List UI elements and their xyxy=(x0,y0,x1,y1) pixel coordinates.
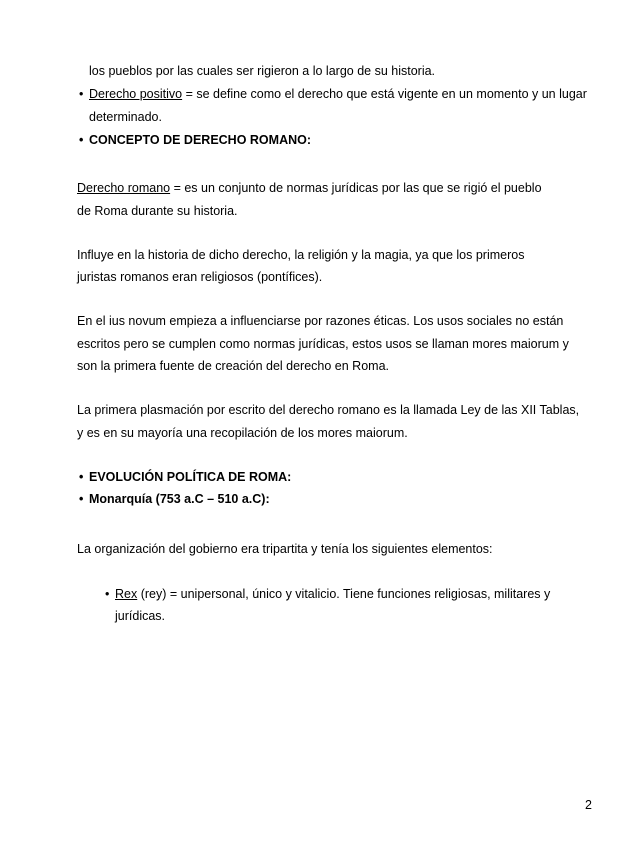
paragraph-line xyxy=(77,247,524,263)
paragraph-line xyxy=(77,336,569,352)
list-item-continuation: jurídicas. xyxy=(115,609,166,623)
heading-text: CONCEPTO DE DERECHO ROMANO: xyxy=(89,133,312,147)
definition-text: = se define como el derecho que está vigente en un momento y un lugar xyxy=(182,87,587,101)
paragraph-text: y es en su mayoría una recopilación de los mores maiorum. xyxy=(77,426,408,440)
heading-text: EVOLUCIÓN POLÍTICA DE ROMA: xyxy=(89,470,292,484)
paragraph-line xyxy=(77,203,238,219)
term-derecho-positivo: Derecho positivo xyxy=(89,87,183,101)
paragraph-line xyxy=(77,541,493,557)
continued-bullet-text: los pueblos por las cuales ser rigieron a lo largo de su historia. xyxy=(89,64,436,78)
paragraph-text: Influye en la historia de dicho derecho, la religión y la magia, ya que los primeros xyxy=(77,248,525,262)
term-rex: Rex xyxy=(115,587,138,601)
heading-monarquia xyxy=(79,491,270,507)
paragraph-line xyxy=(77,358,389,374)
paragraph-text: La primera plasmación por escrito del derecho romano es la llamada Ley de las XII Tablas, xyxy=(77,403,580,417)
paragraph-line xyxy=(77,269,322,285)
heading-text: Monarquía (753 a.C – 510 a.C): xyxy=(89,492,270,506)
list-item-rex xyxy=(105,586,550,602)
paragraph-text: son la primera fuente de creación del derecho en Roma. xyxy=(77,359,389,373)
bullet-icon: • xyxy=(79,492,84,506)
bullet-icon: • xyxy=(79,87,84,101)
bullet-icon: • xyxy=(79,133,84,147)
paragraph-line xyxy=(77,313,563,329)
bullet-icon: • xyxy=(105,587,110,601)
heading-evolucion-politica xyxy=(79,469,291,485)
paragraph-text: La organización del gobierno era tripartita y tenía los siguientes elementos: xyxy=(77,542,493,556)
text-line xyxy=(89,63,435,79)
paragraph-line xyxy=(77,402,579,418)
term-derecho-romano: Derecho romano xyxy=(77,181,171,195)
paragraph-text: escritos pero se cumplen como normas jurídicas, estos usos se llaman mores maiorum y xyxy=(77,337,569,351)
paragraph-text: de Roma durante su historia. xyxy=(77,204,238,218)
paragraph-text: juristas romanos eran religiosos (pontífices). xyxy=(77,270,323,284)
paragraph-line xyxy=(77,425,408,441)
heading-concepto-derecho-romano xyxy=(79,132,311,148)
definition-text: (rey) = unipersonal, único y vitalicio. Tiene funciones religiosas, militares y xyxy=(137,587,551,601)
page-number: 2 xyxy=(585,798,592,812)
bullet-item-derecho-positivo xyxy=(79,86,587,102)
text-line xyxy=(115,608,165,624)
paragraph-text: En el ius novum empieza a influenciarse por razones éticas. Los usos sociales no están xyxy=(77,314,564,328)
definition-continuation: determinado. xyxy=(89,110,162,124)
bullet-icon: • xyxy=(79,470,84,484)
definition-text: = es un conjunto de normas jurídicas por las que se rigió el pueblo xyxy=(170,181,542,195)
text-line xyxy=(89,109,162,125)
paragraph-line xyxy=(77,180,542,196)
